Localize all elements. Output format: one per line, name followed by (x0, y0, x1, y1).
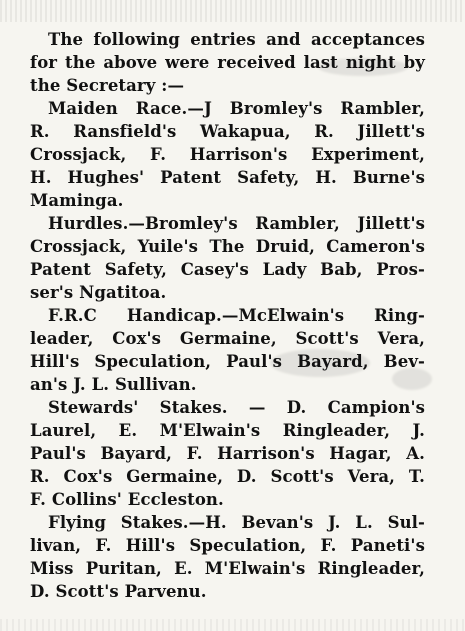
text-line: an's J. L. Sullivan. (30, 375, 197, 394)
text-line (30, 327, 425, 350)
word: Stakes.—H. (120, 513, 227, 532)
word: Paneti's (350, 536, 425, 555)
text-line (30, 511, 425, 534)
word: livan, (30, 536, 82, 555)
text-line (30, 258, 425, 281)
word: for (30, 53, 58, 72)
word: E. (174, 559, 193, 578)
word: received (217, 53, 296, 72)
word: Jillett's (357, 122, 425, 141)
word: were (165, 53, 210, 72)
word: Hurdles.—Bromley's (48, 214, 238, 233)
word: Cox's (112, 329, 162, 348)
text-line (30, 28, 425, 51)
torn-bottom-edge (0, 619, 465, 631)
word: acceptances (310, 30, 425, 49)
text-line (30, 120, 425, 143)
word: Lady (262, 260, 307, 279)
text-line (30, 51, 425, 74)
word: Handicap.—McElwain's (126, 306, 345, 325)
word: Paul's (226, 352, 283, 371)
word: Maiden (48, 99, 118, 118)
word: Harrison's (189, 145, 288, 164)
word: D. (286, 398, 307, 417)
word: E. (118, 421, 138, 440)
text-line: Maminga. (30, 191, 124, 210)
word: Flying (48, 513, 106, 532)
word: Rambler, (255, 214, 340, 233)
torn-top-edge (0, 0, 465, 22)
word: F.R.C (48, 306, 97, 325)
word: Campion's (327, 398, 425, 417)
paragraph (30, 97, 425, 212)
word: F. (186, 444, 203, 463)
word: Stakes. (159, 398, 228, 417)
word: Stewards' (48, 398, 139, 417)
word: and (266, 30, 301, 49)
word: M'Elwain's (204, 559, 306, 578)
word: D. (236, 467, 257, 486)
text-line: D. Scott's Parvenu. (30, 582, 207, 601)
word: Hill's (30, 352, 80, 371)
word: Bayard, (297, 352, 369, 371)
word: F. (95, 536, 112, 555)
word: Ringleader, (282, 421, 391, 440)
word: Scott's (295, 329, 359, 348)
word: Bevan's (241, 513, 314, 532)
word: Paul's (30, 444, 86, 463)
text-line (30, 212, 425, 235)
word: F. (150, 145, 167, 164)
word: T. (408, 467, 425, 486)
word: Puritan, (85, 559, 162, 578)
word: Bromley's (229, 99, 323, 118)
word: Cox's (63, 467, 113, 486)
word: Rambler, (340, 99, 425, 118)
word: Harrison's (217, 444, 315, 463)
word: R. (30, 467, 50, 486)
word: Vera, (377, 329, 425, 348)
word: Pros- (376, 260, 425, 279)
word: Cameron's (326, 237, 425, 256)
word: Speculation, (189, 536, 307, 555)
word: Bab, (320, 260, 363, 279)
text-line (30, 235, 425, 258)
word: F. (320, 536, 337, 555)
word: Crossjack, (30, 237, 127, 256)
word: R. (314, 122, 334, 141)
word: last (303, 53, 338, 72)
word: Druid, (255, 237, 315, 256)
word: leader, (30, 329, 94, 348)
text-line (30, 557, 425, 580)
word: Hughes' (67, 168, 145, 187)
word: M'Elwain's (159, 421, 261, 440)
word: Experiment, (311, 145, 425, 164)
word: Hill's (125, 536, 176, 555)
word: Ring- (374, 306, 425, 325)
word: Casey's (180, 260, 249, 279)
paragraph (30, 511, 425, 603)
text-line (30, 143, 425, 166)
word: Hagar, (329, 444, 392, 463)
word: Patent (30, 260, 91, 279)
text-line: ser's Ngatitoa. (30, 283, 167, 302)
text-line (30, 166, 425, 189)
paragraph (30, 396, 425, 511)
word: The (209, 237, 245, 256)
word: night (345, 53, 396, 72)
word: Speculation, (94, 352, 212, 371)
text-line (30, 534, 425, 557)
text-line (30, 419, 425, 442)
text-line: the Secretary :— (30, 76, 185, 95)
text-line (30, 304, 425, 327)
word: following (93, 30, 180, 49)
paragraph (30, 28, 425, 97)
word: Germaine, (179, 329, 277, 348)
word: Safety, (104, 260, 167, 279)
word: entries (190, 30, 256, 49)
word: Vera, (347, 467, 395, 486)
race-entries-article (30, 28, 425, 603)
word: Safety, (237, 168, 300, 187)
word: A. (406, 444, 425, 463)
word: Crossjack, (30, 145, 127, 164)
text-line (30, 465, 425, 488)
word: Race.—J (135, 99, 212, 118)
word: Ringleader, (317, 559, 425, 578)
word: Scott's (270, 467, 334, 486)
word: Bayard, (100, 444, 173, 463)
word: Patent (160, 168, 222, 187)
word: Yuile's (137, 237, 199, 256)
word: Germaine, (126, 467, 224, 486)
text-line: F. Collins' Eccleston. (30, 490, 224, 509)
paragraph (30, 212, 425, 304)
word: Wakapua, (199, 122, 291, 141)
word: R. (30, 122, 50, 141)
text-line (30, 396, 425, 419)
word: L. (355, 513, 373, 532)
text-line (30, 97, 425, 120)
word: — (248, 398, 266, 417)
word: Bev- (383, 352, 425, 371)
text-line (30, 350, 425, 373)
word: J. (328, 513, 341, 532)
word: Ransfield's (73, 122, 177, 141)
paragraph (30, 304, 425, 396)
word: H. (30, 168, 52, 187)
word: Miss (30, 559, 74, 578)
word: Sul- (387, 513, 425, 532)
word: Laurel, (30, 421, 97, 440)
word: The (48, 30, 84, 49)
word: Jillett's (357, 214, 425, 233)
word: the (65, 53, 96, 72)
text-line (30, 442, 425, 465)
word: J. (412, 421, 425, 440)
word: by (403, 53, 425, 72)
word: above (103, 53, 158, 72)
word: H. (315, 168, 337, 187)
word: Burne's (352, 168, 425, 187)
